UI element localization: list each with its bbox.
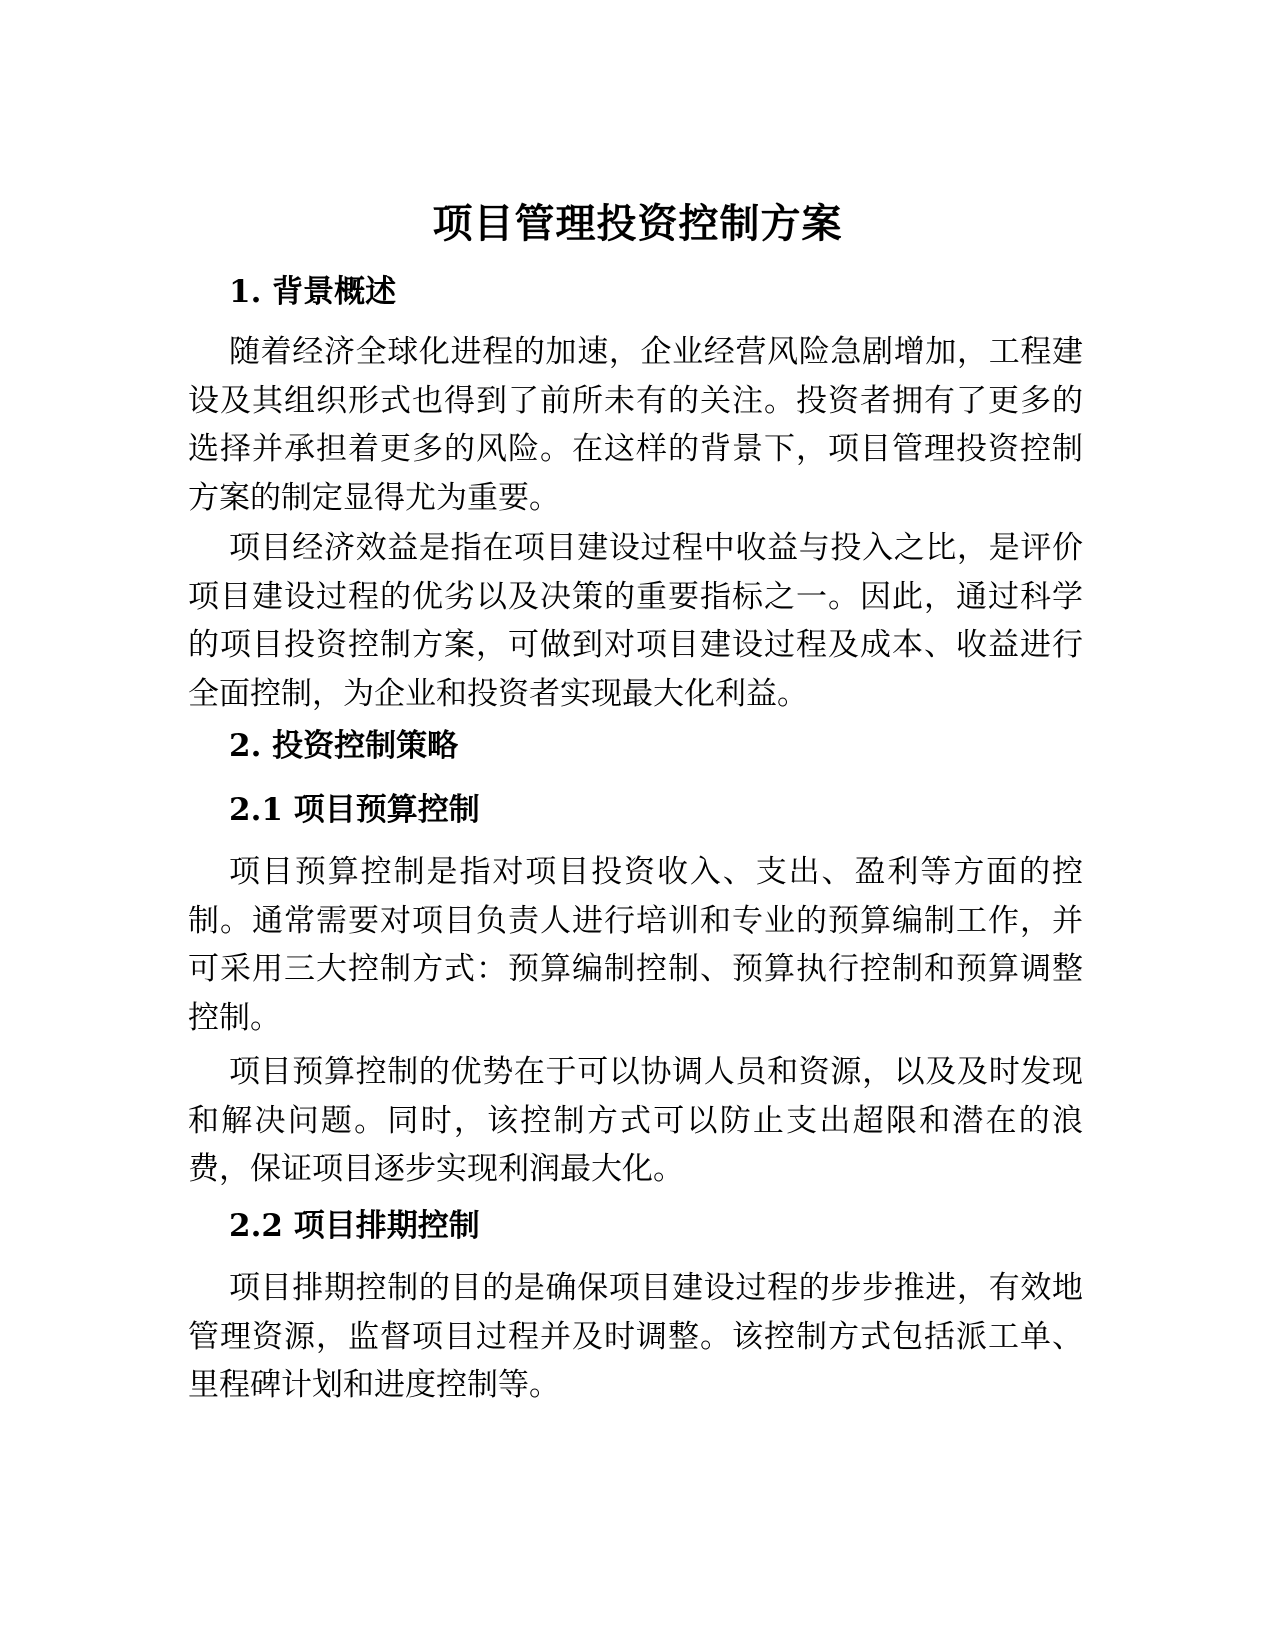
subsection-heading-budget: 2.1 项目预算控制	[229, 792, 480, 828]
subsection-heading-schedule: 2.2 项目排期控制	[229, 1208, 480, 1244]
paragraph-budget-1: 项目预算控制是指对项目投资收入、支出、盈利等方面的控制。通常需要对项目负责人进行培训和专业的预算编制工作，并可采用三大控制方式：预算编制控制、预算执行控制和预算调整控制。	[188, 854, 1083, 1036]
section-heading-strategy: 2. 投资控制策略	[229, 728, 459, 764]
paragraph-schedule-1: 项目排期控制的目的是确保项目建设过程的步步推进，有效地管理资源，监督项目过程并及时调整。该控制方式包括派工单、里程碑计划和进度控制等。	[188, 1270, 1083, 1403]
paragraph-budget-2: 项目预算控制的优势在于可以协调人员和资源，以及及时发现和解决问题。同时，该控制方式可以防止支出超限和潜在的浪费，保证项目逐步实现利润最大化。	[188, 1054, 1083, 1187]
document-title: 项目管理投资控制方案	[432, 200, 843, 247]
section-heading-background: 1. 背景概述	[229, 274, 397, 310]
paragraph-background-2: 项目经济效益是指在项目建设过程中收益与投入之比，是评价项目建设过程的优劣以及决策的重要指标之一。因此，通过科学的项目投资控制方案，可做到对项目建设过程及成本、收益进行全面控制，为企业和投资者实现最大化利益。	[188, 530, 1083, 712]
paragraph-background-1: 随着经济全球化进程的加速，企业经营风险急剧增加，工程建设及其组织形式也得到了前所未有的关注。投资者拥有了更多的选择并承担着更多的风险。在这样的背景下，项目管理投资控制方案的制定显得尤为重要。	[188, 334, 1083, 516]
